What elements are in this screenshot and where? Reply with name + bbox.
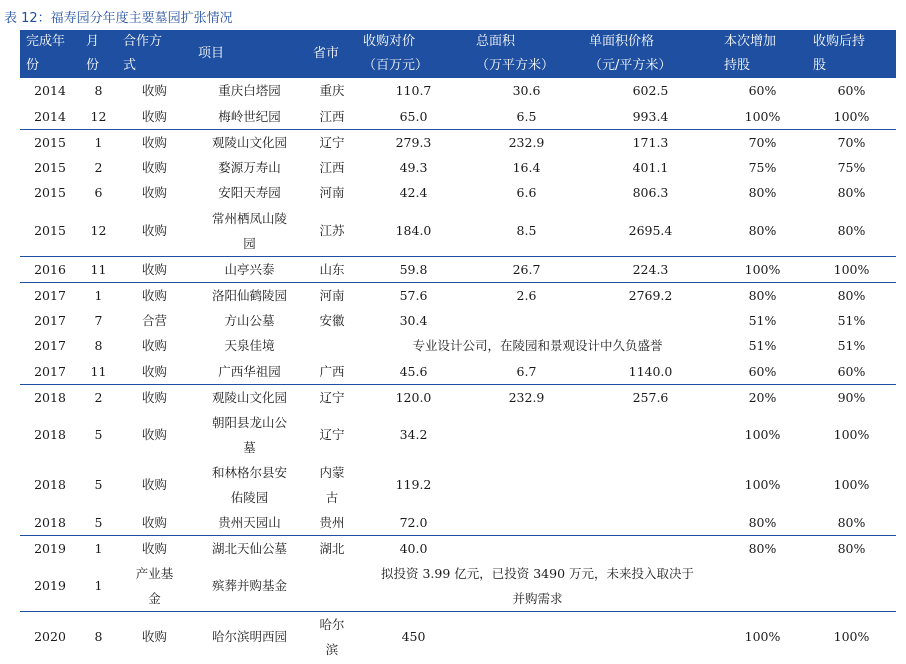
- col-year-header: 完成年 份: [20, 30, 80, 78]
- table-row: [20, 460, 896, 510]
- cell-price: 45.6: [399, 363, 428, 379]
- cell-project: 婺源万寿山: [218, 159, 281, 175]
- col-month-header: 月 份: [80, 30, 117, 78]
- cell-mode: 收购: [117, 535, 192, 561]
- table-row: [20, 359, 896, 385]
- cell-stake-added: 80%: [718, 282, 807, 308]
- cell-year: 2018: [20, 384, 80, 410]
- cell-month: 1: [80, 282, 117, 308]
- cell-stake-added: 75%: [748, 159, 777, 175]
- cell-area: 232.9: [470, 384, 583, 410]
- cell-area: 6.7: [516, 363, 537, 379]
- cell-mode: 收购: [117, 611, 192, 662]
- cell-stake-added: 60%: [748, 83, 777, 99]
- cell-province: 河南: [319, 185, 345, 201]
- cell-year: 2019: [34, 578, 66, 593]
- cell-stake-added: 20%: [718, 384, 807, 410]
- cell-stake-after: 100%: [807, 611, 896, 662]
- cell-province: [307, 333, 357, 359]
- table-row: [20, 206, 896, 257]
- cell-year: 2018: [34, 514, 66, 530]
- cell-area: [470, 510, 583, 536]
- col-stake-after-header: 收购后持 股: [807, 30, 896, 78]
- cell-month: 8: [80, 611, 117, 662]
- cell-project: 安阳天寿园: [218, 185, 281, 201]
- cell-area: [470, 535, 583, 561]
- cell-stake-after: 80%: [807, 282, 896, 308]
- table-row: [20, 180, 896, 206]
- col-price-header: 收购对价 （百万元）: [357, 30, 470, 78]
- table-row: [20, 155, 896, 181]
- cell-stake-added: 100%: [744, 477, 781, 492]
- cell-project: 梅岭世纪园: [218, 108, 281, 124]
- cell-unit-price: 993.4: [632, 108, 669, 124]
- cell-stake-after: 100%: [833, 427, 870, 442]
- cell-unit-price: [583, 410, 718, 460]
- cell-area: [470, 410, 583, 460]
- col-province-header: 省市: [307, 30, 357, 78]
- cell-stake-added: 60%: [748, 363, 777, 379]
- cell-price: 59.8: [357, 256, 470, 282]
- cell-project: 哈尔滨明西园: [192, 611, 307, 662]
- cell-unit-price: 224.3: [583, 256, 718, 282]
- cell-area: 6.5: [516, 108, 537, 124]
- cell-unit-price: 806.3: [632, 185, 669, 201]
- cell-stake-added: 80%: [748, 514, 777, 530]
- table-body: [20, 78, 896, 662]
- table-row: [20, 78, 896, 104]
- cell-project: 天泉佳境: [224, 338, 275, 354]
- cell-area: [470, 611, 583, 662]
- cell-project: 常州栖凤山陵 园: [211, 210, 287, 251]
- cell-project: 和林格尔县安 佑陵园: [211, 464, 287, 505]
- cell-project: 朝阳县龙山公 墓: [211, 414, 287, 455]
- cell-stake-added: 80%: [748, 223, 777, 238]
- cell-project: 观陵山文化园: [192, 129, 307, 155]
- cell-month: 11: [80, 256, 117, 282]
- cell-stake-added: 100%: [718, 611, 807, 662]
- expansion-table: [20, 30, 896, 662]
- cell-project: 殡葬并购基金: [211, 578, 287, 593]
- col-area-header: 总面积 （万平方米）: [470, 30, 583, 78]
- cell-unit-price: [583, 460, 718, 510]
- cell-stake-after: 80%: [837, 223, 866, 238]
- cell-area: 30.6: [512, 83, 541, 99]
- cell-stake-after: 51%: [837, 312, 866, 328]
- cell-area: 8.5: [516, 223, 537, 238]
- cell-price: 30.4: [399, 312, 428, 328]
- cell-mode: 收购: [141, 83, 167, 99]
- cell-month: 2: [94, 159, 103, 175]
- cell-stake-added: 51%: [748, 338, 777, 354]
- cell-stake-added: [718, 561, 807, 612]
- cell-mode: 收购: [141, 427, 167, 442]
- cell-stake-added: 80%: [718, 535, 807, 561]
- col-unit-price-header: 单面积价格 （元/平方米）: [583, 30, 718, 78]
- cell-mode: 收购: [141, 185, 167, 201]
- cell-month: 11: [90, 363, 107, 379]
- cell-year: 2017: [34, 312, 66, 328]
- cell-stake-after: 70%: [807, 129, 896, 155]
- table-row: [20, 410, 896, 460]
- cell-province: 河南: [307, 282, 357, 308]
- table-row: [20, 510, 896, 536]
- cell-province: 辽宁: [307, 384, 357, 410]
- cell-year: 2015: [34, 185, 66, 201]
- cell-month: 8: [94, 83, 103, 99]
- cell-province: 山东: [307, 256, 357, 282]
- cell-month: 7: [94, 312, 103, 328]
- cell-year: 2015: [20, 129, 80, 155]
- cell-unit-price: 171.3: [583, 129, 718, 155]
- cell-price: 34.2: [399, 427, 428, 442]
- cell-year: 2020: [20, 611, 80, 662]
- cell-price: 49.3: [399, 159, 428, 175]
- cell-province: 广西: [319, 363, 345, 379]
- cell-mode: 合营: [141, 312, 167, 328]
- cell-province: 贵州: [319, 514, 345, 530]
- cell-price: 40.0: [357, 535, 470, 561]
- cell-mode: 收购: [141, 477, 167, 492]
- cell-project: 重庆白塔园: [218, 83, 281, 99]
- col-mode-header: 合作方 式: [117, 30, 192, 78]
- cell-project: 湖北天仙公墓: [192, 535, 307, 561]
- cell-stake-added: 100%: [744, 427, 781, 442]
- cell-stake-added: 100%: [718, 256, 807, 282]
- cell-unit-price: 257.6: [583, 384, 718, 410]
- cell-price: 65.0: [399, 108, 428, 124]
- cell-province: 安徽: [319, 312, 345, 328]
- cell-year: 2018: [34, 427, 66, 442]
- cell-unit-price: [583, 611, 718, 662]
- cell-unit-price: [583, 308, 718, 334]
- table-row: [20, 333, 896, 359]
- cell-stake-added: 100%: [744, 108, 781, 124]
- cell-province: 江西: [319, 108, 345, 124]
- cell-stake-after: 80%: [807, 535, 896, 561]
- cell-month: 1: [80, 535, 117, 561]
- cell-price: 42.4: [399, 185, 428, 201]
- cell-stake-after: 60%: [837, 363, 866, 379]
- header-row: [20, 30, 896, 78]
- cell-price: 184.0: [395, 223, 432, 238]
- cell-stake-after: 60%: [837, 83, 866, 99]
- table-row: [20, 129, 896, 155]
- cell-area: 2.6: [470, 282, 583, 308]
- cell-price: 120.0: [357, 384, 470, 410]
- table-row: [20, 308, 896, 334]
- cell-note: 拟投资 3.99 亿元，已投资 3490 万元，未来投入取决于 并购需求: [380, 565, 695, 606]
- cell-year: 2015: [34, 223, 66, 238]
- col-stake-added-header: 本次增加 持股: [718, 30, 807, 78]
- cell-year: 2014: [34, 108, 66, 124]
- cell-year: 2019: [20, 535, 80, 561]
- cell-province: 江苏: [319, 223, 345, 238]
- cell-area: 26.7: [470, 256, 583, 282]
- cell-unit-price: 401.1: [632, 159, 669, 175]
- cell-month: 12: [90, 223, 107, 238]
- cell-province: 内蒙 古: [319, 464, 345, 505]
- cell-area: 6.6: [516, 185, 537, 201]
- cell-mode: 收购: [141, 108, 167, 124]
- cell-province: [307, 561, 357, 612]
- cell-project: 方山公墓: [224, 312, 275, 328]
- cell-year: 2017: [34, 338, 66, 354]
- cell-province: 哈尔 滨: [307, 611, 357, 662]
- cell-price: 72.0: [399, 514, 428, 530]
- cell-unit-price: 2769.2: [583, 282, 718, 308]
- cell-mode: 收购: [141, 159, 167, 175]
- cell-project: 广西华祖园: [218, 363, 281, 379]
- cell-mode: 产业基 金: [135, 565, 174, 606]
- cell-month: 5: [94, 477, 103, 492]
- cell-province: 江西: [319, 159, 345, 175]
- cell-area: 16.4: [512, 159, 541, 175]
- cell-stake-after: 100%: [833, 477, 870, 492]
- cell-year: 2018: [34, 477, 66, 492]
- cell-unit-price: 1140.0: [628, 363, 673, 379]
- cell-mode: 收购: [117, 256, 192, 282]
- cell-unit-price: [583, 535, 718, 561]
- cell-project: 山亭兴泰: [192, 256, 307, 282]
- table-caption: 表 12：福寿园分年度主要墓园扩张情况: [4, 11, 233, 26]
- cell-project: 观陵山文化园: [192, 384, 307, 410]
- table-row: [20, 384, 896, 410]
- cell-stake-after: [807, 561, 896, 612]
- cell-province: 辽宁: [307, 129, 357, 155]
- cell-unit-price: 602.5: [632, 83, 669, 99]
- cell-month: 12: [90, 108, 107, 124]
- cell-stake-added: 70%: [718, 129, 807, 155]
- cell-stake-after: 100%: [833, 108, 870, 124]
- cell-month: 5: [94, 427, 103, 442]
- cell-mode: 收购: [141, 514, 167, 530]
- table-row: [20, 535, 896, 561]
- cell-stake-added: 51%: [748, 312, 777, 328]
- cell-price: 279.3: [357, 129, 470, 155]
- cell-unit-price: 2695.4: [628, 223, 673, 238]
- cell-year: 2015: [34, 159, 66, 175]
- cell-mode: 收购: [117, 282, 192, 308]
- cell-price: 119.2: [395, 477, 432, 492]
- cell-project: 贵州天园山: [218, 514, 281, 530]
- col-project-header: 项目: [192, 30, 307, 78]
- cell-price: 57.6: [357, 282, 470, 308]
- cell-month: 1: [94, 578, 103, 593]
- cell-month: 6: [94, 185, 103, 201]
- cell-stake-after: 100%: [807, 256, 896, 282]
- cell-year: 2014: [34, 83, 66, 99]
- table-row: [20, 256, 896, 282]
- cell-stake-after: 75%: [837, 159, 866, 175]
- cell-year: 2016: [20, 256, 80, 282]
- cell-year: 2017: [34, 363, 66, 379]
- cell-area: [470, 308, 583, 334]
- table-row: [20, 104, 896, 130]
- cell-year: 2017: [20, 282, 80, 308]
- cell-province: 湖北: [307, 535, 357, 561]
- cell-province: 重庆: [319, 83, 345, 99]
- cell-area: 232.9: [470, 129, 583, 155]
- cell-month: 8: [94, 338, 103, 354]
- cell-area: [470, 460, 583, 510]
- cell-price: 110.7: [395, 83, 432, 99]
- cell-stake-after: 80%: [837, 185, 866, 201]
- cell-project: 洛阳仙鹤陵园: [192, 282, 307, 308]
- cell-month: 2: [80, 384, 117, 410]
- cell-stake-after: 80%: [837, 514, 866, 530]
- cell-mode: 收购: [141, 338, 167, 354]
- cell-mode: 收购: [117, 129, 192, 155]
- cell-month: 5: [94, 514, 103, 530]
- cell-month: 1: [80, 129, 117, 155]
- table-row: [20, 611, 896, 662]
- cell-note: 专业设计公司，在陵园和景观设计中久负盛誉: [412, 338, 663, 354]
- cell-mode: 收购: [141, 223, 167, 238]
- cell-price: 450: [357, 611, 470, 662]
- table-row: [20, 282, 896, 308]
- cell-stake-added: 80%: [748, 185, 777, 201]
- cell-province: 辽宁: [319, 427, 345, 442]
- cell-unit-price: [583, 510, 718, 536]
- table-row: [20, 561, 896, 612]
- cell-stake-after: 51%: [837, 338, 866, 354]
- cell-mode: 收购: [141, 363, 167, 379]
- cell-stake-after: 90%: [807, 384, 896, 410]
- cell-mode: 收购: [117, 384, 192, 410]
